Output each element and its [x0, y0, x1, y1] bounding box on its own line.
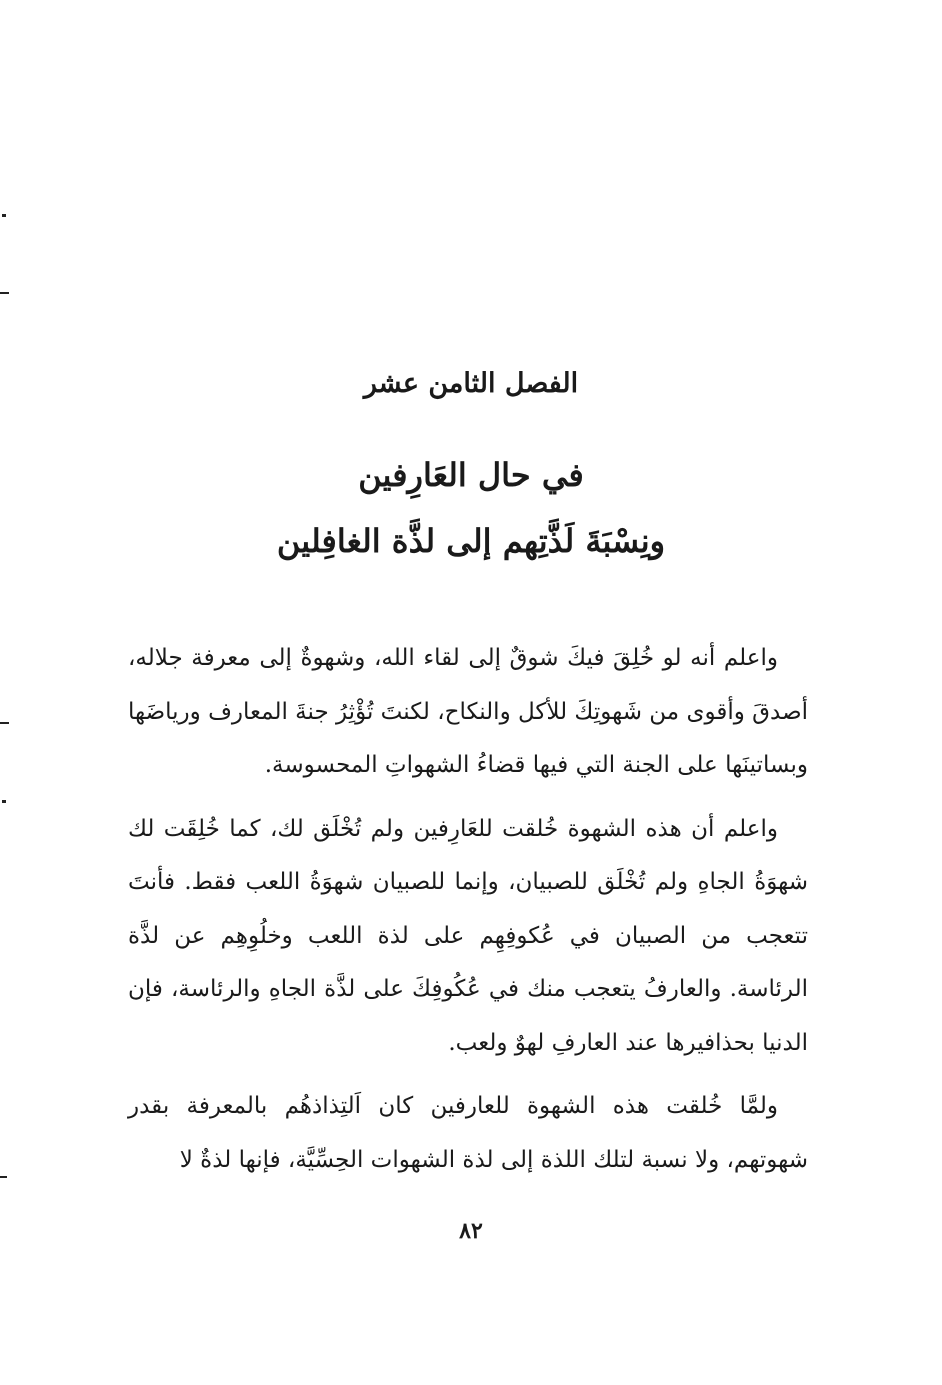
- chapter-label: الفصل الثامن عشر: [363, 368, 579, 399]
- body-text: [128, 632, 808, 1197]
- paragraph: واعلم أن هذه الشهوة خُلقت للعَارِفين ولم تُخْلَق لك، كما خُلِقَت لك شهوَةُ الجاهِ ولم تُخْلَق للصبيان، وإنما للصبيان شهوَةُ اللعب فقط. فأنتَ تتعجب من الصبيان في عُكوفِهِم على لذة اللعب وخلُوِهِم عن لذَّة الرئاسة. والعارفُ يتعجب منك في عُكُوفِكَ على لذَّة الجاهِ والرئاسة، فإن الدنيا بحذافيرها عند العارفِ لهوٌ ولعب.: [128, 815, 808, 1056]
- scan-margin-mark: [2, 800, 6, 803]
- paragraph: ولمَّا خُلقت هذه الشهوة للعارفين كان اَلتِذاذهُم بالمعرفة بقدر شهوتهم، ولا نسبة لتلك اللذة إلى لذة الشهوات الحِسِّيَّة، فإنها لذةٌ لا: [128, 1093, 808, 1173]
- scan-margin-mark: [0, 292, 9, 294]
- page-number: ٨٢: [459, 1218, 483, 1244]
- scan-margin-mark: [2, 214, 6, 217]
- chapter-title-line-2: ونِسْبَةَ لَذَّتِهم إلى لذَّة الغافِلين: [276, 522, 666, 560]
- scan-margin-mark: [0, 722, 9, 724]
- paragraph: واعلم أنه لو خُلِقَ فيكَ شوقٌ إلى لقاء الله، وشهوةٌ إلى معرفة جلاله، أصدقَ وأقوى من شَهوتِكَ للأكل والنكاح، لكنتَ تُؤْثِرُ جنةَ المعارف ورياضَها وبساتينَها على الجنة التي فيها قضاءُ الشهواتِ المحسوسة.: [128, 645, 808, 778]
- scan-margin-mark: [0, 1176, 7, 1178]
- chapter-title-line-1: في حال العَارِفين: [358, 456, 584, 494]
